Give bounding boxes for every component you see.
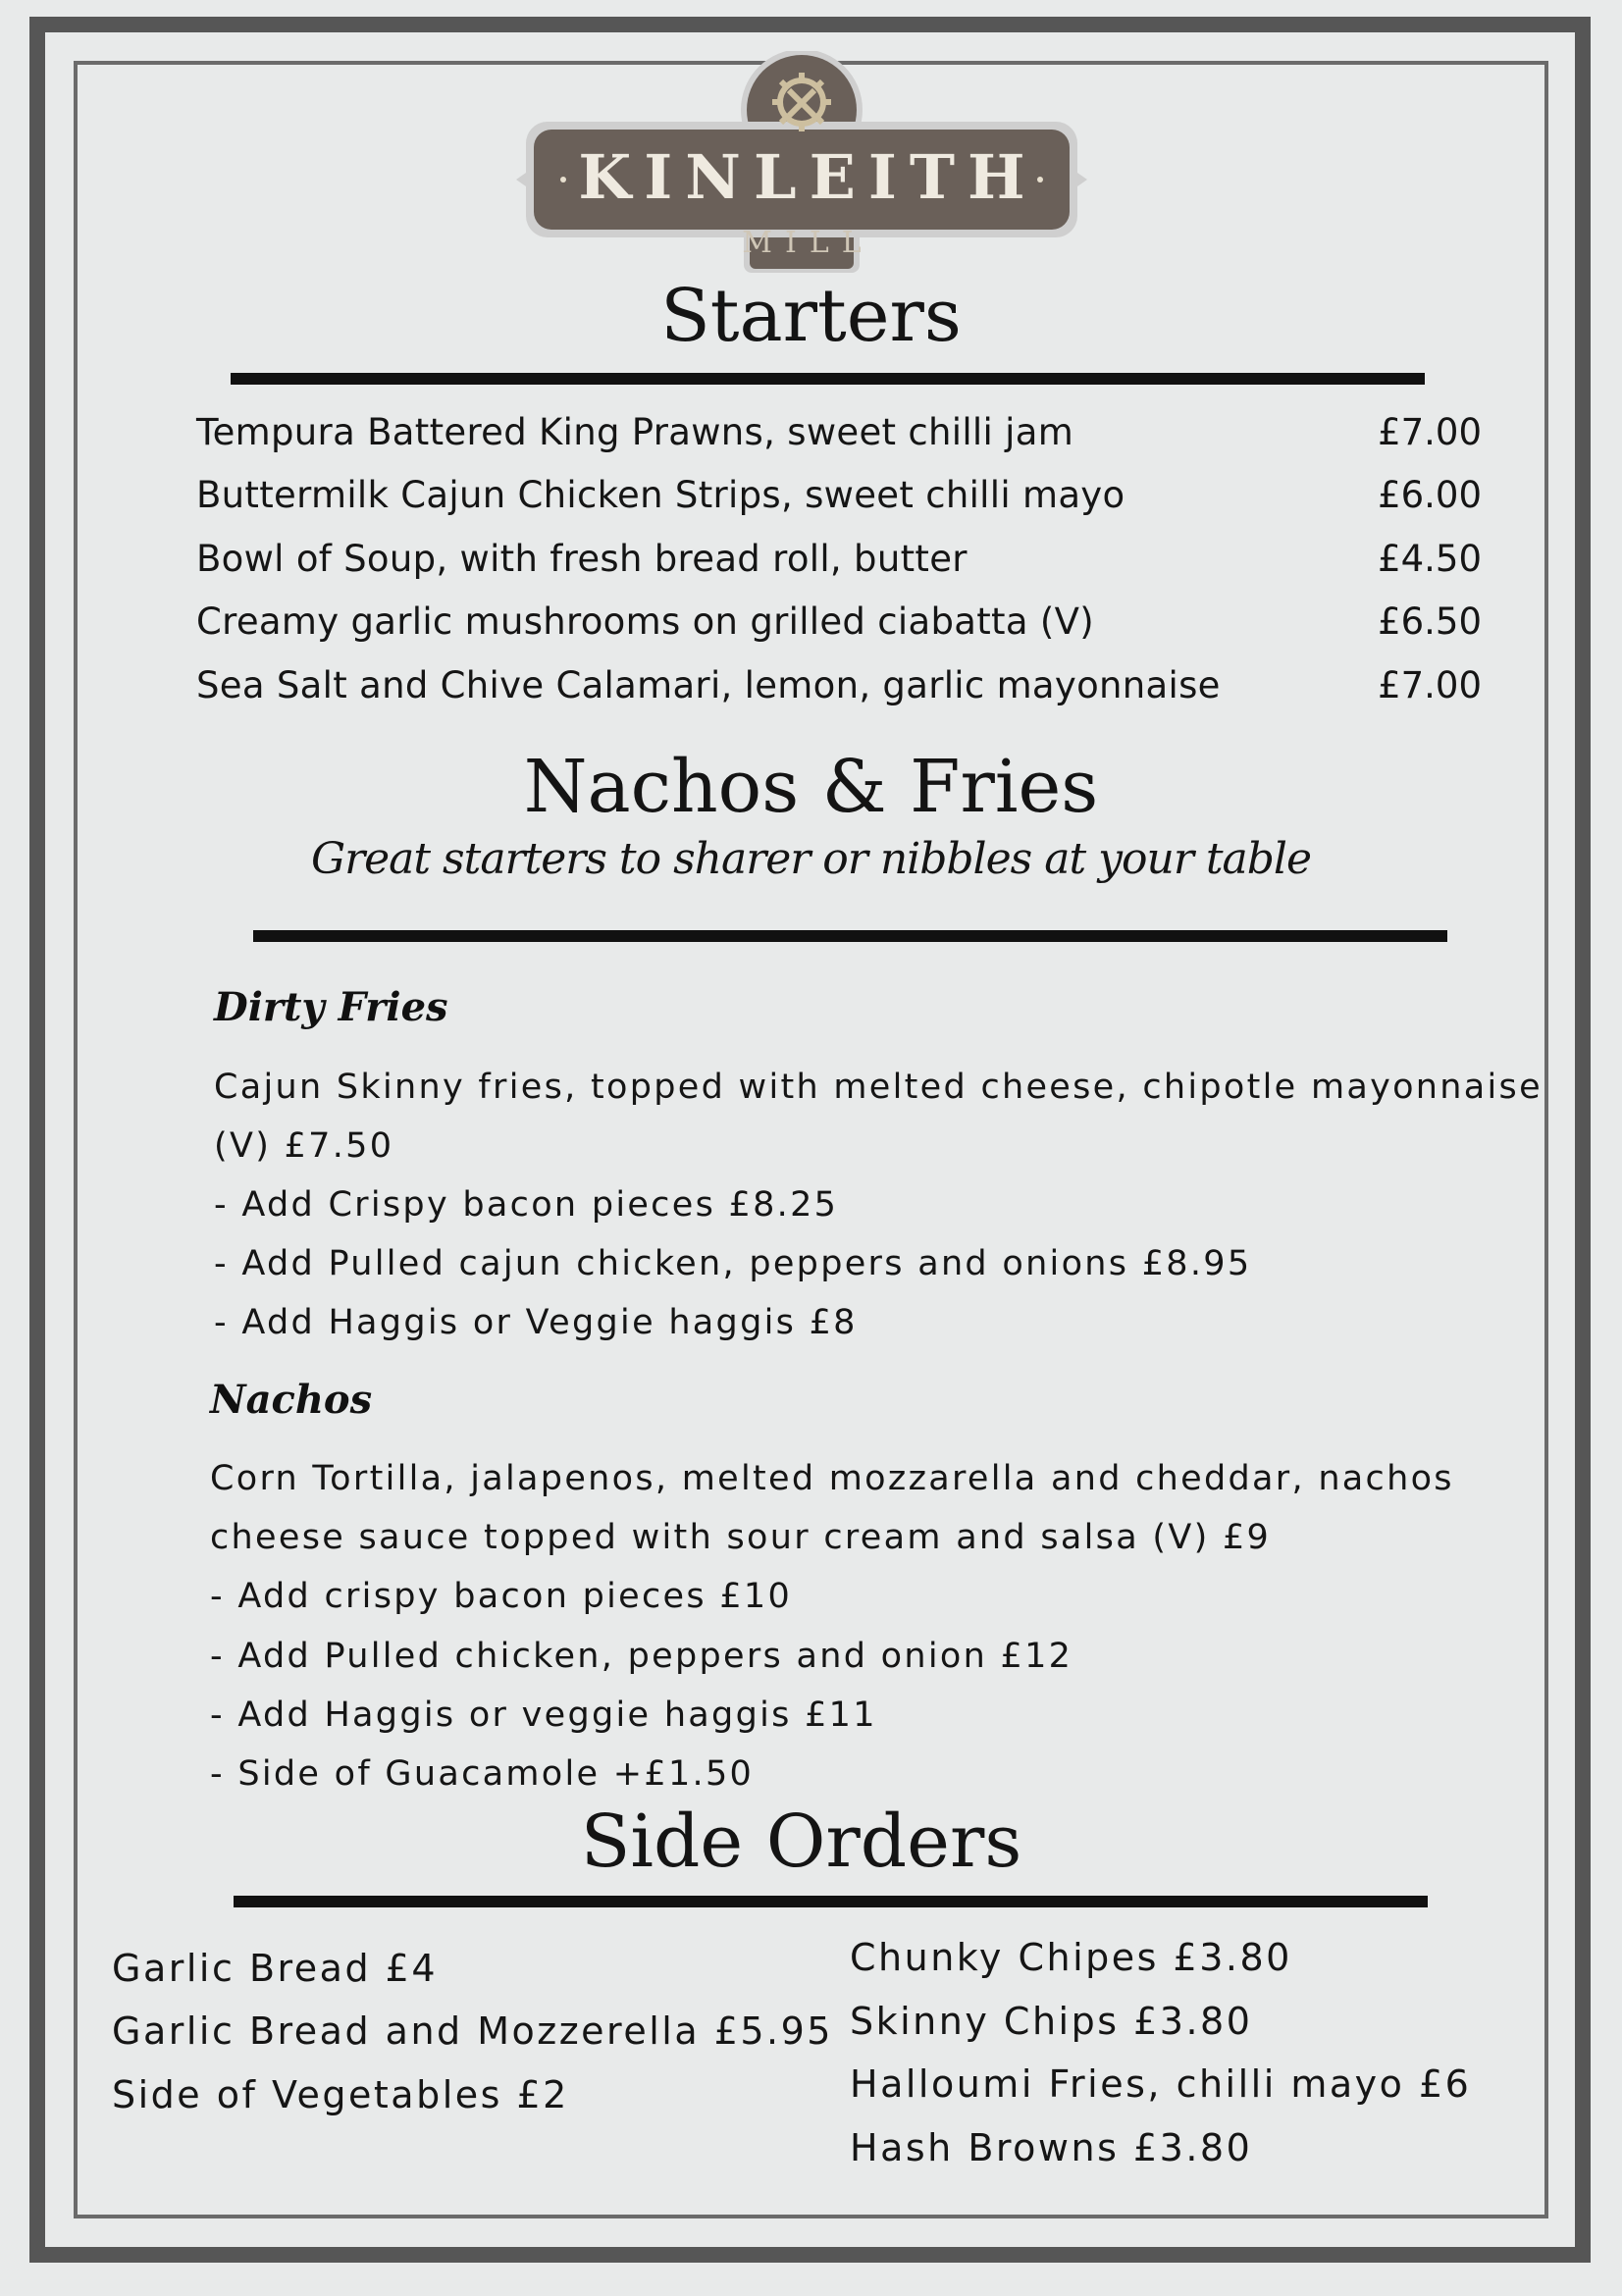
dirty-fries-line: (V) £7.50 bbox=[214, 1126, 394, 1166]
dirty-fries-line: Cajun Skinny fries, topped with melted cheese, chipotle mayonnaise bbox=[214, 1068, 1543, 1107]
starter-item-price: £7.00 bbox=[1378, 411, 1482, 453]
brand-name: KINLEITH bbox=[578, 141, 1038, 213]
dirty-fries-title: Dirty Fries bbox=[214, 984, 448, 1030]
starters-heading: Starters bbox=[660, 274, 962, 358]
side-order-item: Garlic Bread and Mozzerella £5.95 bbox=[112, 2009, 833, 2053]
nachos-line: - Add Pulled chicken, peppers and onion £12 bbox=[210, 1637, 1073, 1676]
starter-item-name: Bowl of Soup, with fresh bread roll, butter bbox=[196, 538, 968, 580]
side-order-item: Chunky Chipes £3.80 bbox=[850, 1936, 1292, 1979]
starter-item-price: £4.50 bbox=[1378, 538, 1482, 580]
starter-item-name: Creamy garlic mushrooms on grilled ciabatta (V) bbox=[196, 600, 1094, 643]
gear-icon bbox=[772, 73, 831, 131]
dirty-fries-line: - Add Pulled cajun chicken, peppers and onions £8.95 bbox=[214, 1244, 1252, 1283]
side-order-item: Skinny Chips £3.80 bbox=[850, 2000, 1253, 2043]
dirty-fries-line: - Add Crispy bacon pieces £8.25 bbox=[214, 1185, 839, 1225]
nachos-fries-heading: Nachos & Fries bbox=[523, 745, 1099, 829]
side-order-item: Hash Browns £3.80 bbox=[850, 2126, 1253, 2169]
nachos-line: cheese sauce topped with sour cream and salsa (V) £9 bbox=[210, 1518, 1272, 1557]
starter-item-name: Sea Salt and Chive Calamari, lemon, garlic mayonnaise bbox=[196, 664, 1221, 706]
side-orders-divider bbox=[234, 1896, 1428, 1907]
dirty-fries-line: - Add Haggis or Veggie haggis £8 bbox=[214, 1303, 858, 1342]
starters-divider bbox=[231, 373, 1425, 385]
side-order-item: Garlic Bread £4 bbox=[112, 1947, 439, 1990]
brand-sub: MILL bbox=[742, 226, 874, 260]
nachos-line: - Add Haggis or veggie haggis £11 bbox=[210, 1696, 877, 1735]
nachos-title: Nachos bbox=[210, 1377, 373, 1423]
side-order-item: Side of Vegetables £2 bbox=[112, 2073, 569, 2116]
side-orders-heading: Side Orders bbox=[580, 1800, 1022, 1884]
logo bbox=[516, 51, 1087, 277]
starter-item-price: £6.00 bbox=[1378, 474, 1482, 516]
starter-item-name: Buttermilk Cajun Chicken Strips, sweet chilli mayo bbox=[196, 474, 1125, 516]
nachos-line: Corn Tortilla, jalapenos, melted mozzarella and cheddar, nachos bbox=[210, 1459, 1454, 1498]
nachos-fries-divider bbox=[253, 930, 1447, 942]
side-order-item: Halloumi Fries, chilli mayo £6 bbox=[850, 2062, 1472, 2106]
nachos-line: - Add crispy bacon pieces £10 bbox=[210, 1577, 793, 1616]
starter-item-price: £7.00 bbox=[1378, 664, 1482, 706]
starter-item-price: £6.50 bbox=[1378, 600, 1482, 643]
nachos-fries-tagline: Great starters to sharer or nibbles at your table bbox=[310, 834, 1312, 884]
nachos-line: - Side of Guacamole +£1.50 bbox=[210, 1754, 755, 1794]
starter-item-name: Tempura Battered King Prawns, sweet chilli jam bbox=[196, 411, 1074, 453]
